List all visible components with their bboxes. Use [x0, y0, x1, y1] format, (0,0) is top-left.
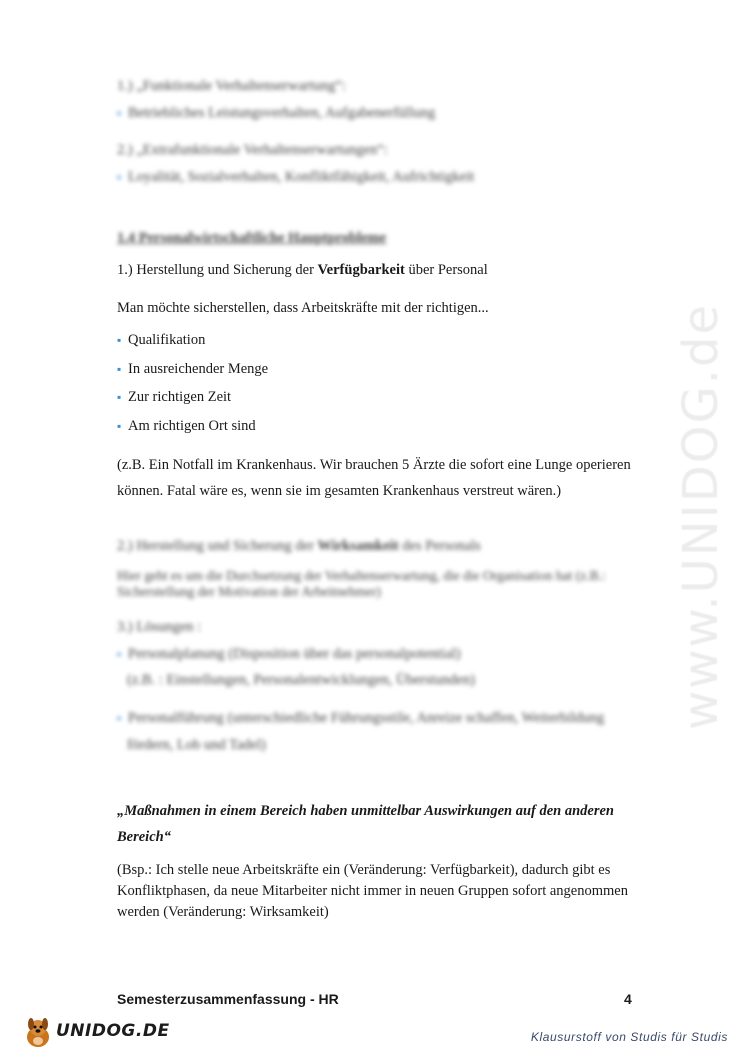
- point1-prefix: 1.) Herstellung und Sicherung der: [117, 262, 318, 278]
- bullet-icon: ▪: [117, 711, 122, 725]
- point1-suffix: über Personal: [404, 262, 488, 278]
- list-item: [117, 389, 231, 406]
- unidog-logo: [20, 1015, 170, 1051]
- bullet-icon: ▪: [117, 362, 122, 376]
- blurred-item2-bullet: [117, 169, 474, 186]
- example-paragraph: (z.B. Ein Notfall im Krankenhaus. Wir brauchen 5 Ärzte die sofort eine Lunge operieren können. Fatal wäre es, wenn sie im gesamten Krankenhaus verstreut wären.): [117, 457, 631, 499]
- blurred-item1-heading: 1.) „Funktionale Verhaltenserwartung“:: [117, 78, 346, 94]
- blurred-point2-text: Hier geht es um die Durchsetzung der Verhaltenserwartung, die die Organisation hat (z.B.: Sicherstellung der Motivation der Arbeitnehmer): [117, 568, 606, 599]
- blurred-solution2: [117, 710, 604, 727]
- page-number: 4: [624, 991, 632, 1007]
- list-item: [117, 418, 256, 435]
- intro-text: Man möchte sicherstellen, dass Arbeitskräfte mit der richtigen...: [117, 300, 489, 316]
- blurred-point2-prefix: 2.) Herstellung und Sicherung der: [117, 538, 318, 554]
- section-heading: 1.4 Personalwirtschaftliche Hauptprobleme: [117, 230, 387, 246]
- dog-mascot-icon: [20, 1015, 56, 1051]
- blurred-item2-heading: 2.) „Extrafunktionale Verhaltenserwartungen“:: [117, 142, 388, 158]
- point1-bold: Verfügbarkeit: [317, 262, 405, 278]
- bullet-icon: ▪: [117, 419, 122, 433]
- blurred-point2-heading: [117, 538, 481, 555]
- footer-title: Semesterzusammenfassung - HR: [117, 991, 339, 1007]
- watermark-text: www.UNIDOG.de: [673, 302, 729, 730]
- blurred-item1-bullet: [117, 105, 435, 122]
- bullet-icon: ▪: [117, 106, 122, 120]
- list-item: [117, 361, 268, 378]
- list-item-text: In ausreichender Menge: [128, 361, 269, 377]
- list-item-text: Am richtigen Ort sind: [128, 418, 256, 434]
- blurred-solution2-sub: fördern, Lob und Tadel): [127, 737, 266, 753]
- list-item: [117, 332, 205, 349]
- bullet-icon: ▪: [117, 390, 122, 404]
- blurred-point2-bold: Wirksamkeit: [317, 538, 399, 554]
- bullet-icon: ▪: [117, 333, 122, 347]
- closing-paragraph: (Bsp.: Ich stelle neue Arbeitskräfte ein (Veränderung: Verfügbarkeit), dadurch gibt es Konfliktphasen, da neue Mitarbeiter nicht immer in neuen Gruppen sofort angenommen werden (Veränderung: Wirksamkeit): [117, 862, 628, 920]
- blurred-point2-suffix: des Personals: [398, 538, 481, 554]
- logo-text: UNIDOG.DE: [56, 1021, 170, 1041]
- blurred-item1-text: Betriebliches Leistungsverhalten, Aufgabenerfüllung: [128, 105, 436, 121]
- blurred-solution2-text: Personalführung (unterschiedliche Führungsstile, Anreize schaffen, Weiterbildung: [128, 710, 605, 726]
- quote-text: „Maßnahmen in einem Bereich haben unmittelbar Auswirkungen auf den anderen Bereich“: [117, 803, 614, 845]
- bullet-icon: ▪: [117, 170, 122, 184]
- blurred-solution1-text: Personalplanung (Disposition über das personalpotential): [128, 646, 461, 662]
- point1-line: [117, 262, 488, 279]
- blurred-point3-heading: 3.) Lösungen :: [117, 619, 202, 635]
- bullet-icon: ▪: [117, 647, 122, 661]
- list-item-text: Zur richtigen Zeit: [128, 389, 232, 405]
- blurred-item2-text: Loyalität, Sozialverhalten, Konfliktfähigkeit, Aufrichtigkeit: [128, 169, 475, 185]
- list-item-text: Qualifikation: [128, 332, 206, 348]
- blurred-solution1: [117, 646, 461, 663]
- blurred-solution1-sub: (z.B. : Einstellungen, Personalentwicklungen, Überstunden): [127, 672, 475, 688]
- footer-tagline: Klausurstoff von Studis für Studis: [530, 1030, 728, 1044]
